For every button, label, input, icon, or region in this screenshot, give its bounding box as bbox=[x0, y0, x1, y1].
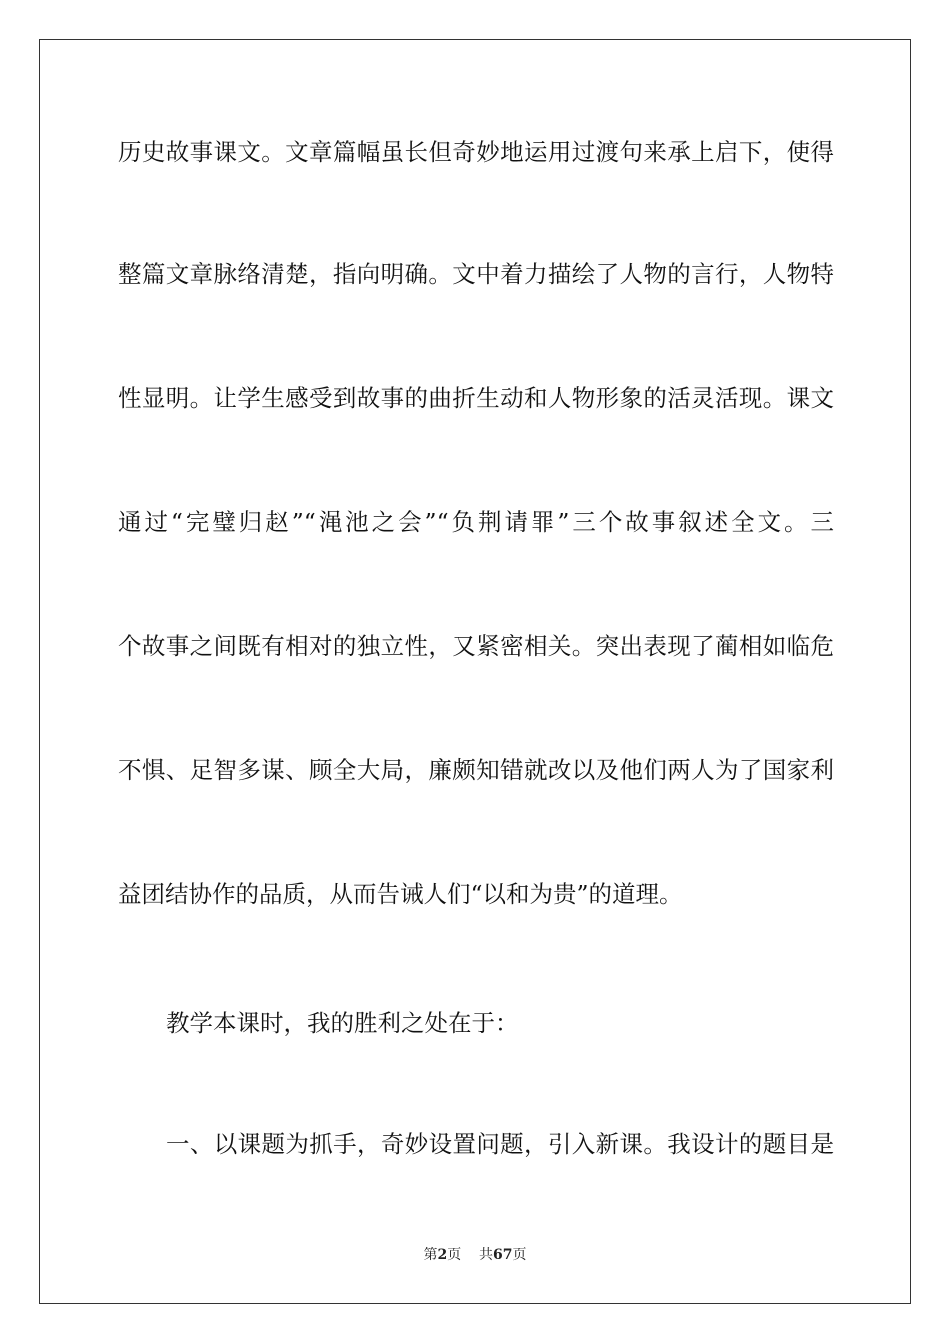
body-line-2: 整篇文章脉络清楚，指向明确。文中着力描绘了人物的言行，人物特 bbox=[118, 260, 834, 288]
body-line-1: 历史故事课文。文章篇幅虽长但奇妙地运用过渡句来承上启下，使得 bbox=[118, 138, 834, 166]
footer-total-suffix: 页 bbox=[512, 1247, 527, 1263]
body-line-6: 不惧、足智多谋、顾全大局，廉颇知错就改以及他们两人为了国家利 bbox=[118, 756, 834, 784]
body-line-9: 一、以课题为抓手，奇妙设置问题，引入新课。我设计的题目是 bbox=[166, 1130, 834, 1158]
footer-total-pages: 67 bbox=[493, 1247, 513, 1263]
footer-page-suffix: 页 bbox=[447, 1247, 462, 1263]
footer-prefix: 第 bbox=[423, 1247, 438, 1263]
body-line-7: 益团结协作的品质，从而告诫人们“以和为贵”的道理。 bbox=[118, 880, 683, 908]
footer-total-prefix: 共 bbox=[479, 1247, 494, 1263]
page-border bbox=[39, 39, 911, 1304]
footer-page-number: 2 bbox=[437, 1247, 448, 1263]
body-line-5: 个故事之间既有相对的独立性，又紧密相关。突出表现了蔺相如临危 bbox=[118, 632, 834, 660]
body-line-3: 性显明。让学生感受到故事的曲折生动和人物形象的活灵活现。课文 bbox=[118, 384, 834, 412]
page-footer bbox=[0, 1246, 950, 1264]
body-line-8: 教学本课时，我的胜利之处在于： bbox=[166, 1009, 519, 1037]
body-line-4: 通过“完璧归赵”“渑池之会”“负荆请罪”三个故事叙述全文。三 bbox=[118, 508, 834, 536]
